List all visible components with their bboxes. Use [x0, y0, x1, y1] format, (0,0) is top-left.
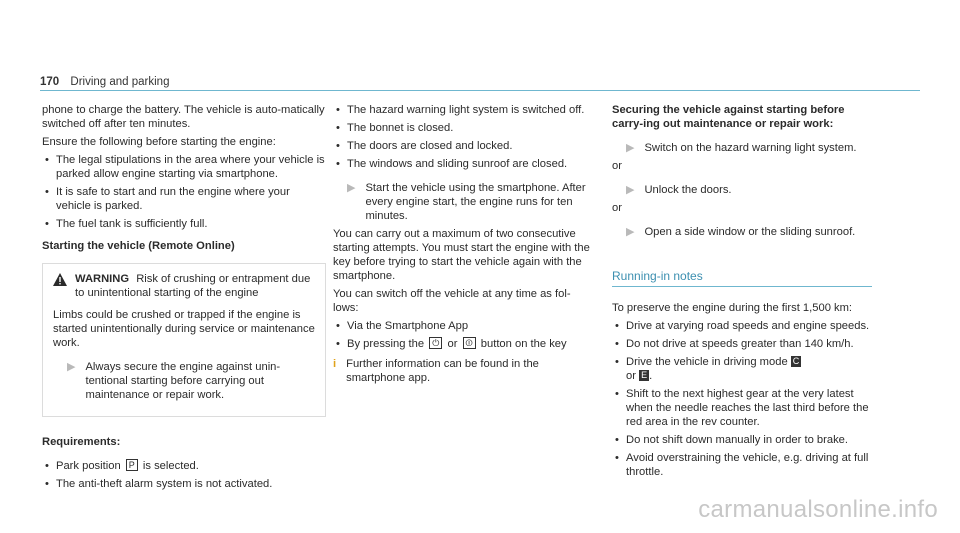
- item-text: By pressing the: [347, 338, 425, 350]
- warning-action-text: Always secure the engine against unin-tentional starting before carrying out maintenance or repair work.: [85, 361, 281, 401]
- warning-title-block: [75, 272, 315, 300]
- list-item: • Avoid overstraining the vehicle, e.g. driving at full throttle.: [612, 451, 872, 479]
- start-action-text: Start the vehicle using the smartphone. After every engine start, the engine runs for ten minutes.: [365, 182, 586, 222]
- running-in-list: [612, 319, 872, 479]
- step-3: [612, 225, 872, 239]
- intro-text: phone to charge the battery. The vehicle is auto-matically switched off after ten minutes.: [42, 104, 325, 130]
- park-key-icon: P: [126, 459, 138, 471]
- section-name: Driving and parking: [70, 76, 170, 88]
- item-text: or: [447, 338, 458, 350]
- switch-off-text: You can switch off the vehicle at any time as fol-lows:: [333, 288, 571, 314]
- attempts-text: You can carry out a maximum of two consecutive starting attempts. You must start the engine with the key before trying to start the vehicle again with the smartphone.: [333, 228, 590, 282]
- warning-triangle-icon: [53, 273, 67, 286]
- info-note-text: Further information can be found in the smartphone app.: [346, 358, 539, 384]
- requirements-label: Requirements:: [42, 436, 121, 448]
- page-number: 170: [40, 76, 60, 88]
- arrow-right-icon: ▶: [626, 142, 635, 154]
- or-text: or: [612, 202, 622, 214]
- item-text: or: [626, 370, 636, 382]
- requirements-list: [42, 459, 326, 491]
- warning-label: WARNING: [75, 273, 130, 285]
- arrow-right-icon: ▶: [67, 361, 76, 373]
- warning-body: Limbs could be crushed or trapped if the engine is started unintentionally during service or maintenance work.: [53, 309, 315, 349]
- list-item: • The anti-theft alarm system is not activated.: [42, 477, 326, 491]
- item-text: Drive the vehicle in driving mode: [626, 356, 788, 368]
- arrow-right-icon: ▶: [626, 184, 635, 196]
- list-item: • The legal stipulations in the area where your vehicle is parked allow engine starting via smartphone.: [42, 153, 326, 181]
- mode-e-icon: E: [641, 370, 648, 380]
- step-text: Open a side window or the sliding sunroof.: [644, 226, 856, 238]
- list-item: • The windows and sliding sunroof are closed.: [333, 157, 593, 171]
- column-1: [42, 103, 326, 495]
- step-2: [612, 183, 872, 197]
- req-text: is selected.: [139, 460, 199, 472]
- list-item: • Shift to the next highest gear at the very latest when the needle reaches the last third before the red area in the rev counter.: [612, 387, 872, 429]
- list-item: • Do not shift down manually in order to brake.: [612, 433, 872, 447]
- page-header: [40, 75, 169, 89]
- or-text: or: [612, 160, 622, 172]
- watermark: carmanualsonline.info: [698, 496, 938, 523]
- list-item: • Via the Smartphone App: [333, 319, 593, 333]
- conditions-list: [333, 103, 593, 171]
- running-in-title: Running-in notes: [612, 269, 872, 287]
- list-item: [42, 459, 326, 473]
- item-text: button on the key: [480, 338, 567, 350]
- list-item: [612, 355, 872, 383]
- ensure-text: Ensure the following before starting the engine:: [42, 136, 276, 148]
- warning-action: [53, 360, 315, 402]
- unlock-button-icon: ⏼: [463, 337, 476, 349]
- list-item: • Do not drive at speeds greater than 140 km/h.: [612, 337, 872, 351]
- warning-box: [42, 263, 326, 417]
- header-rule: [40, 90, 920, 91]
- arrow-right-icon: ▶: [347, 182, 356, 194]
- list-item: [333, 337, 593, 351]
- step-text: Unlock the doors.: [644, 184, 732, 196]
- list-item: • The fuel tank is sufficiently full.: [42, 217, 326, 231]
- info-note: [333, 357, 593, 385]
- start-action: [333, 181, 593, 223]
- running-in-intro: To preserve the engine during the first 1,500 km:: [612, 302, 853, 314]
- column-2: [333, 103, 593, 385]
- switch-off-list: [333, 319, 593, 351]
- list-item: • The bonnet is closed.: [333, 121, 593, 135]
- ensure-list: [42, 153, 326, 231]
- warning-title: Risk of crushing or entrapment due to unintentional starting of the engine: [75, 273, 311, 299]
- mode-c-icon: C: [792, 356, 800, 366]
- lock-button-icon: ⏻: [429, 337, 442, 349]
- securing-heading: Securing the vehicle against starting before carry-ing out maintenance or repair work:: [612, 104, 845, 130]
- section-heading: Starting the vehicle (Remote Online): [42, 240, 235, 252]
- arrow-right-icon: ▶: [626, 226, 635, 238]
- warning-header: [53, 272, 315, 300]
- info-icon: i: [333, 358, 337, 370]
- list-item: • It is safe to start and run the engine where your vehicle is parked.: [42, 185, 326, 213]
- column-3: [612, 103, 872, 483]
- list-item: • The doors are closed and locked.: [333, 139, 593, 153]
- step-text: Switch on the hazard warning light system.: [644, 142, 857, 154]
- list-item: • Drive at varying road speeds and engine speeds.: [612, 319, 872, 333]
- item-text: .: [649, 370, 653, 382]
- step-1: [612, 141, 872, 155]
- req-text: Park position: [56, 460, 124, 472]
- list-item: • The hazard warning light system is switched off.: [333, 103, 593, 117]
